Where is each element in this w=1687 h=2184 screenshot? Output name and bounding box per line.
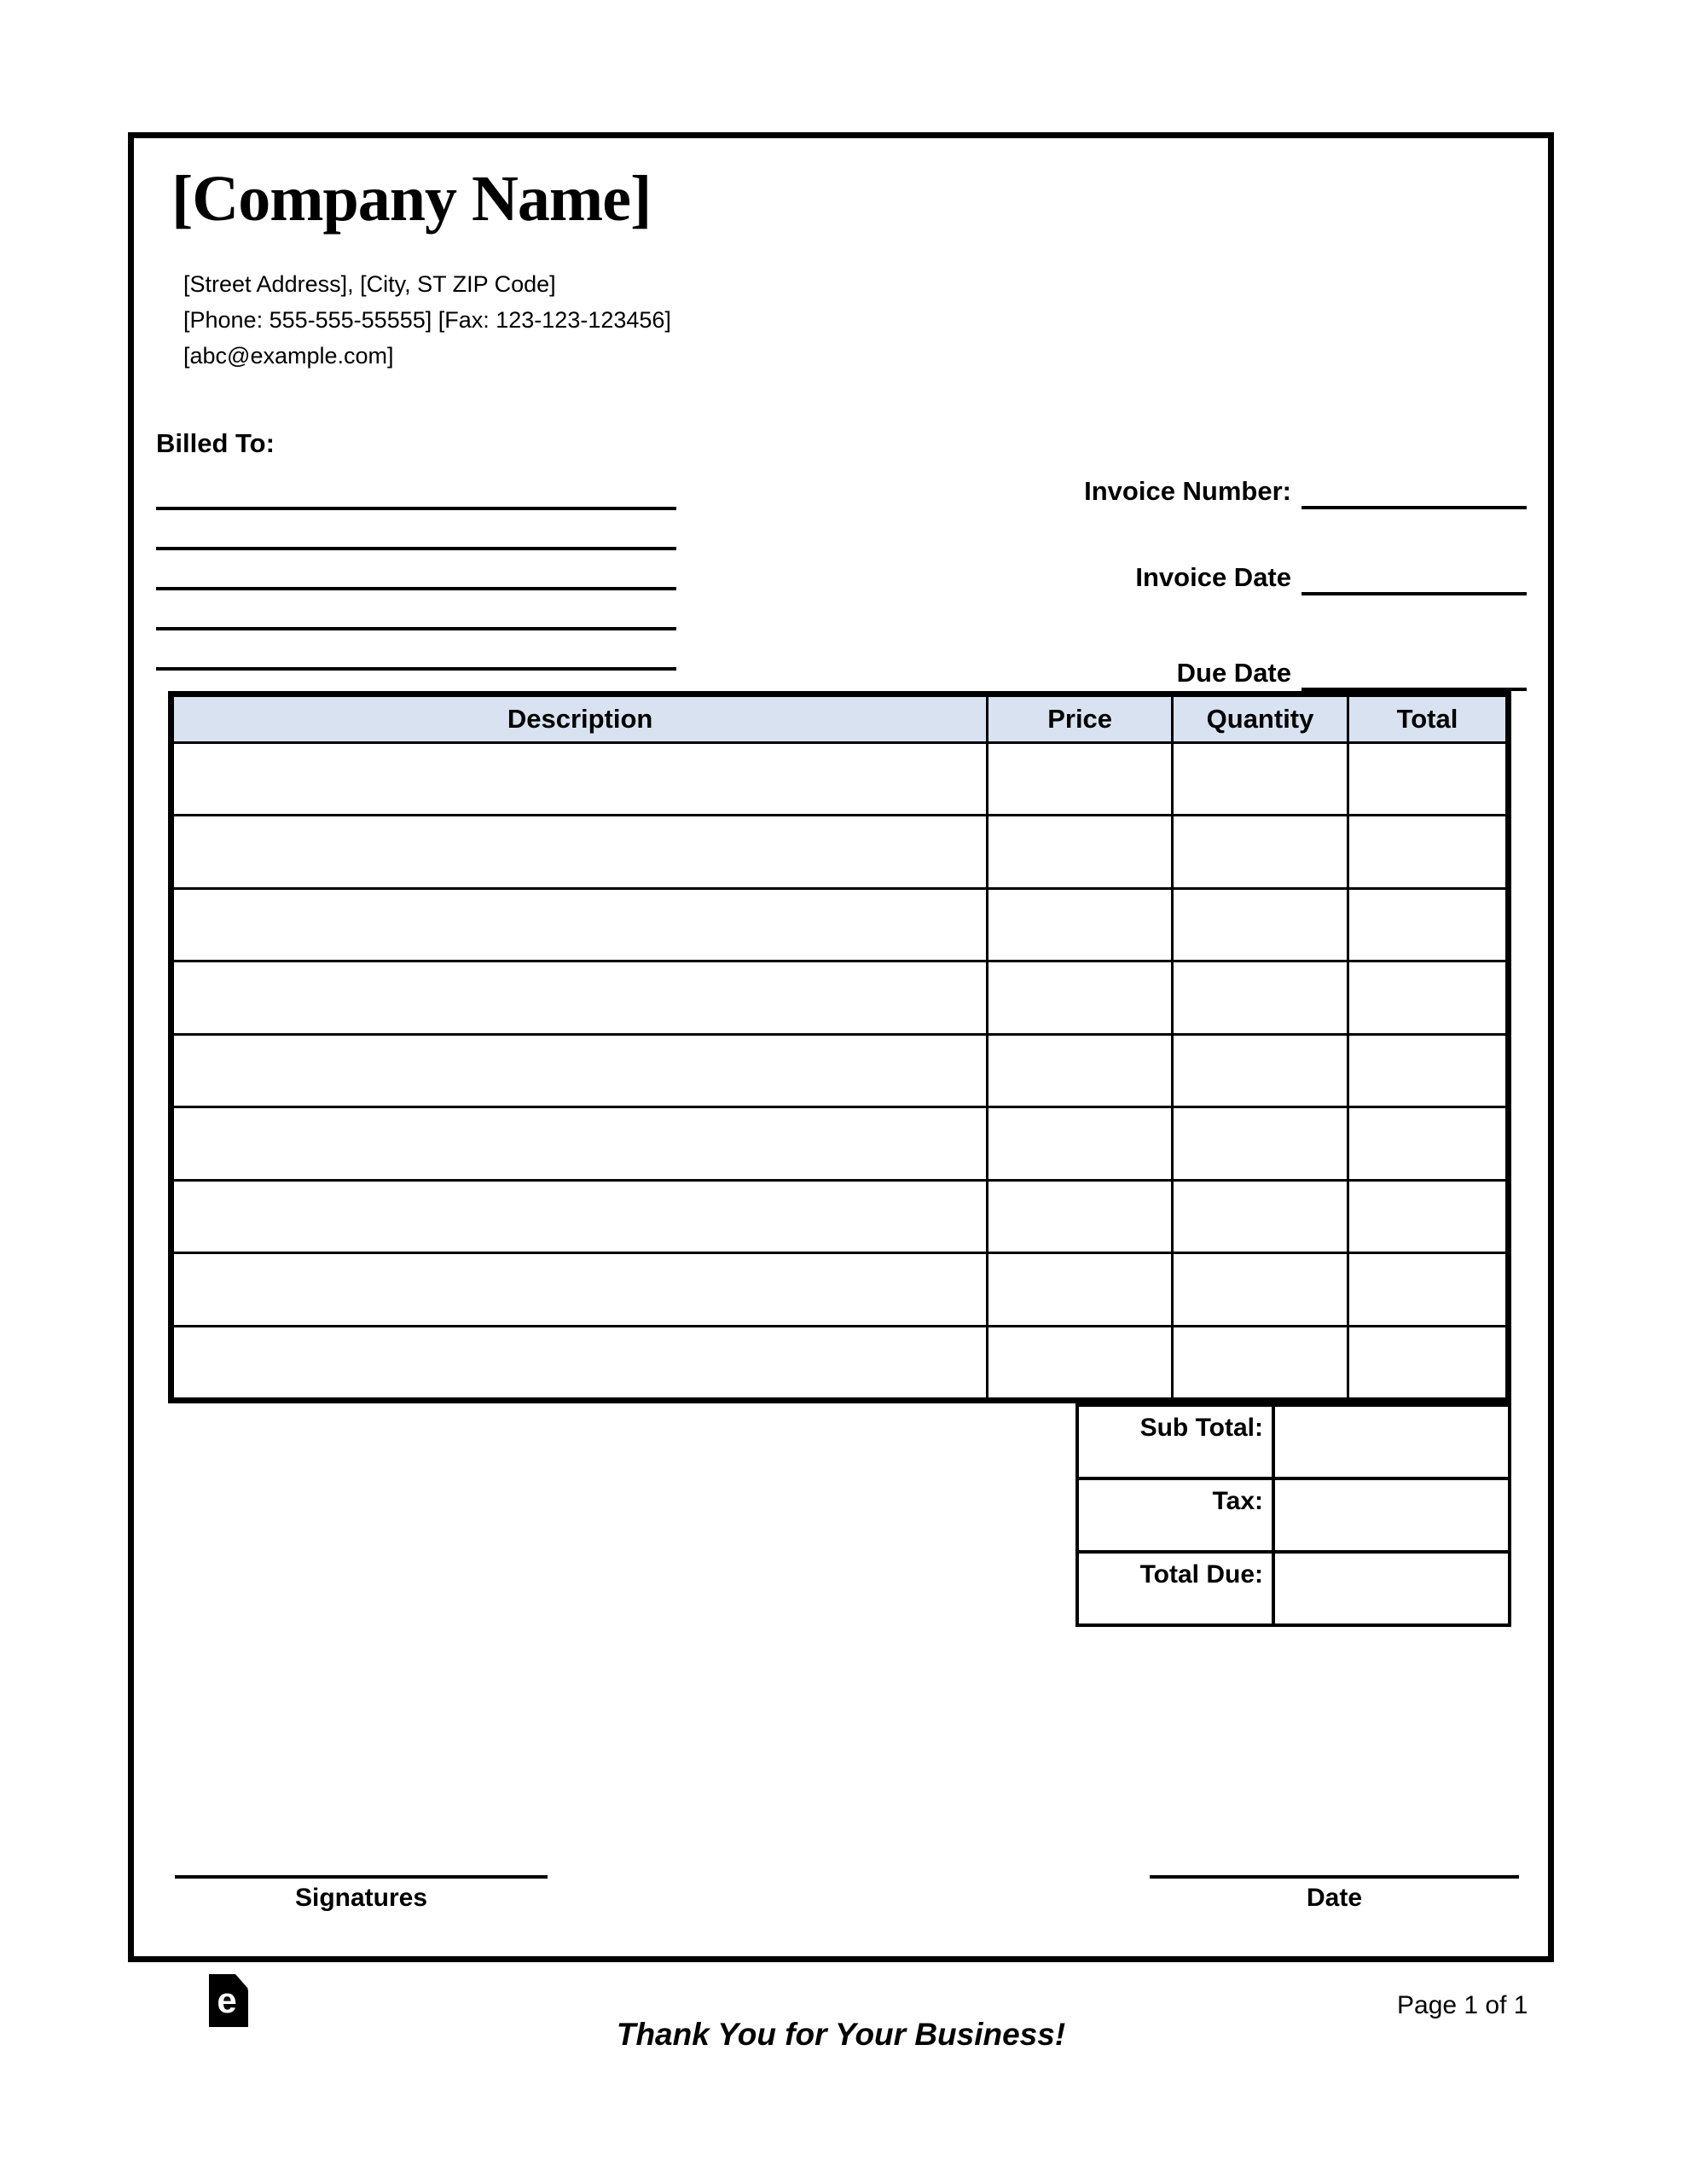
- item-cell[interactable]: [174, 1182, 986, 1252]
- header-cell-quantity: Quantity: [1174, 697, 1347, 741]
- thank-you-text: Thank You for Your Business!: [616, 2017, 1066, 2052]
- signature-label: Signatures: [294, 1884, 428, 1912]
- item-cell[interactable]: [988, 890, 1171, 960]
- item-cell[interactable]: [1174, 816, 1347, 886]
- item-cell[interactable]: [1349, 1108, 1505, 1178]
- item-cell[interactable]: [1174, 1327, 1347, 1397]
- item-cell[interactable]: [174, 962, 986, 1032]
- invoice-date-field: [1135, 558, 1527, 595]
- company-address: [183, 266, 671, 374]
- header-cell-price: Price: [988, 697, 1171, 741]
- date-label: Date: [1306, 1884, 1363, 1912]
- company-address-line-1: [Street Address], [City, ST ZIP Code]: [183, 271, 556, 297]
- item-cell[interactable]: [988, 816, 1171, 886]
- invoice-date-label: Invoice Date: [1135, 562, 1291, 592]
- due-date-field: [1177, 653, 1527, 691]
- item-cell[interactable]: [174, 1327, 986, 1397]
- item-cell[interactable]: [988, 962, 1171, 1032]
- billed-to-blank-line[interactable]: [156, 510, 676, 550]
- invoice-page: [128, 132, 1554, 1962]
- signature-block: [175, 1875, 548, 1918]
- billed-to-blank-line[interactable]: [156, 550, 676, 590]
- billed-to-blank-line[interactable]: [156, 590, 676, 630]
- tax-value[interactable]: [1275, 1480, 1508, 1550]
- item-cell[interactable]: [1174, 1108, 1347, 1178]
- totals-box: [1075, 1403, 1511, 1627]
- item-cell[interactable]: [1349, 962, 1505, 1032]
- due-date-label: Due Date: [1176, 658, 1291, 688]
- billed-to-lines: [156, 470, 676, 671]
- item-cell[interactable]: [1349, 744, 1505, 814]
- total-due-value[interactable]: [1275, 1554, 1508, 1623]
- items-table: [168, 691, 1511, 1403]
- item-cell[interactable]: [1349, 1254, 1505, 1324]
- item-cell[interactable]: [1174, 1254, 1347, 1324]
- eforms-letter: e: [217, 1980, 237, 2020]
- billed-to-blank-line[interactable]: [156, 630, 676, 671]
- item-cell[interactable]: [1349, 1036, 1505, 1106]
- invoice-number-field: [1084, 472, 1527, 509]
- item-cell[interactable]: [1174, 962, 1347, 1032]
- invoice-number-label: Invoice Number:: [1084, 476, 1291, 506]
- item-cell[interactable]: [988, 1036, 1171, 1106]
- invoice-number-blank[interactable]: [1301, 473, 1527, 509]
- total-due-label: Total Due:: [1079, 1554, 1272, 1623]
- item-cell[interactable]: [988, 1254, 1171, 1324]
- item-cell[interactable]: [174, 1108, 986, 1178]
- item-cell[interactable]: [174, 890, 986, 960]
- billed-to-label: Billed To:: [156, 428, 275, 458]
- due-date-blank[interactable]: [1301, 655, 1527, 691]
- item-cell[interactable]: [1174, 1036, 1347, 1106]
- item-cell[interactable]: [1349, 1327, 1505, 1397]
- header-cell-description: Description: [174, 697, 986, 741]
- company-address-line-2: [Phone: 555-555-55555] [Fax: 123-123-123456]: [183, 307, 671, 333]
- item-cell[interactable]: [988, 744, 1171, 814]
- item-cell[interactable]: [988, 1327, 1171, 1397]
- item-cell[interactable]: [1174, 890, 1347, 960]
- item-cell[interactable]: [1349, 816, 1505, 886]
- item-cell[interactable]: [174, 816, 986, 886]
- subtotal-value[interactable]: [1275, 1407, 1508, 1477]
- item-cell[interactable]: [174, 1254, 986, 1324]
- item-cell[interactable]: [988, 1182, 1171, 1252]
- date-block: [1150, 1875, 1519, 1918]
- item-cell[interactable]: [988, 1108, 1171, 1178]
- page-indicator: Page 1 of 1: [1397, 1991, 1528, 2019]
- subtotal-label: Sub Total:: [1079, 1407, 1272, 1477]
- invoice-date-blank[interactable]: [1301, 560, 1527, 595]
- tax-label: Tax:: [1079, 1480, 1272, 1550]
- header-cell-total: Total: [1349, 697, 1505, 741]
- item-cell[interactable]: [1174, 744, 1347, 814]
- item-cell[interactable]: [1174, 1182, 1347, 1252]
- company-address-line-3: [abc@example.com]: [183, 343, 394, 369]
- company-name: [Company Name]: [171, 163, 652, 235]
- item-cell[interactable]: [1349, 890, 1505, 960]
- billed-to-blank-line[interactable]: [156, 470, 676, 510]
- item-cell[interactable]: [1349, 1182, 1505, 1252]
- item-cell[interactable]: [174, 1036, 986, 1106]
- item-cell[interactable]: [174, 744, 986, 814]
